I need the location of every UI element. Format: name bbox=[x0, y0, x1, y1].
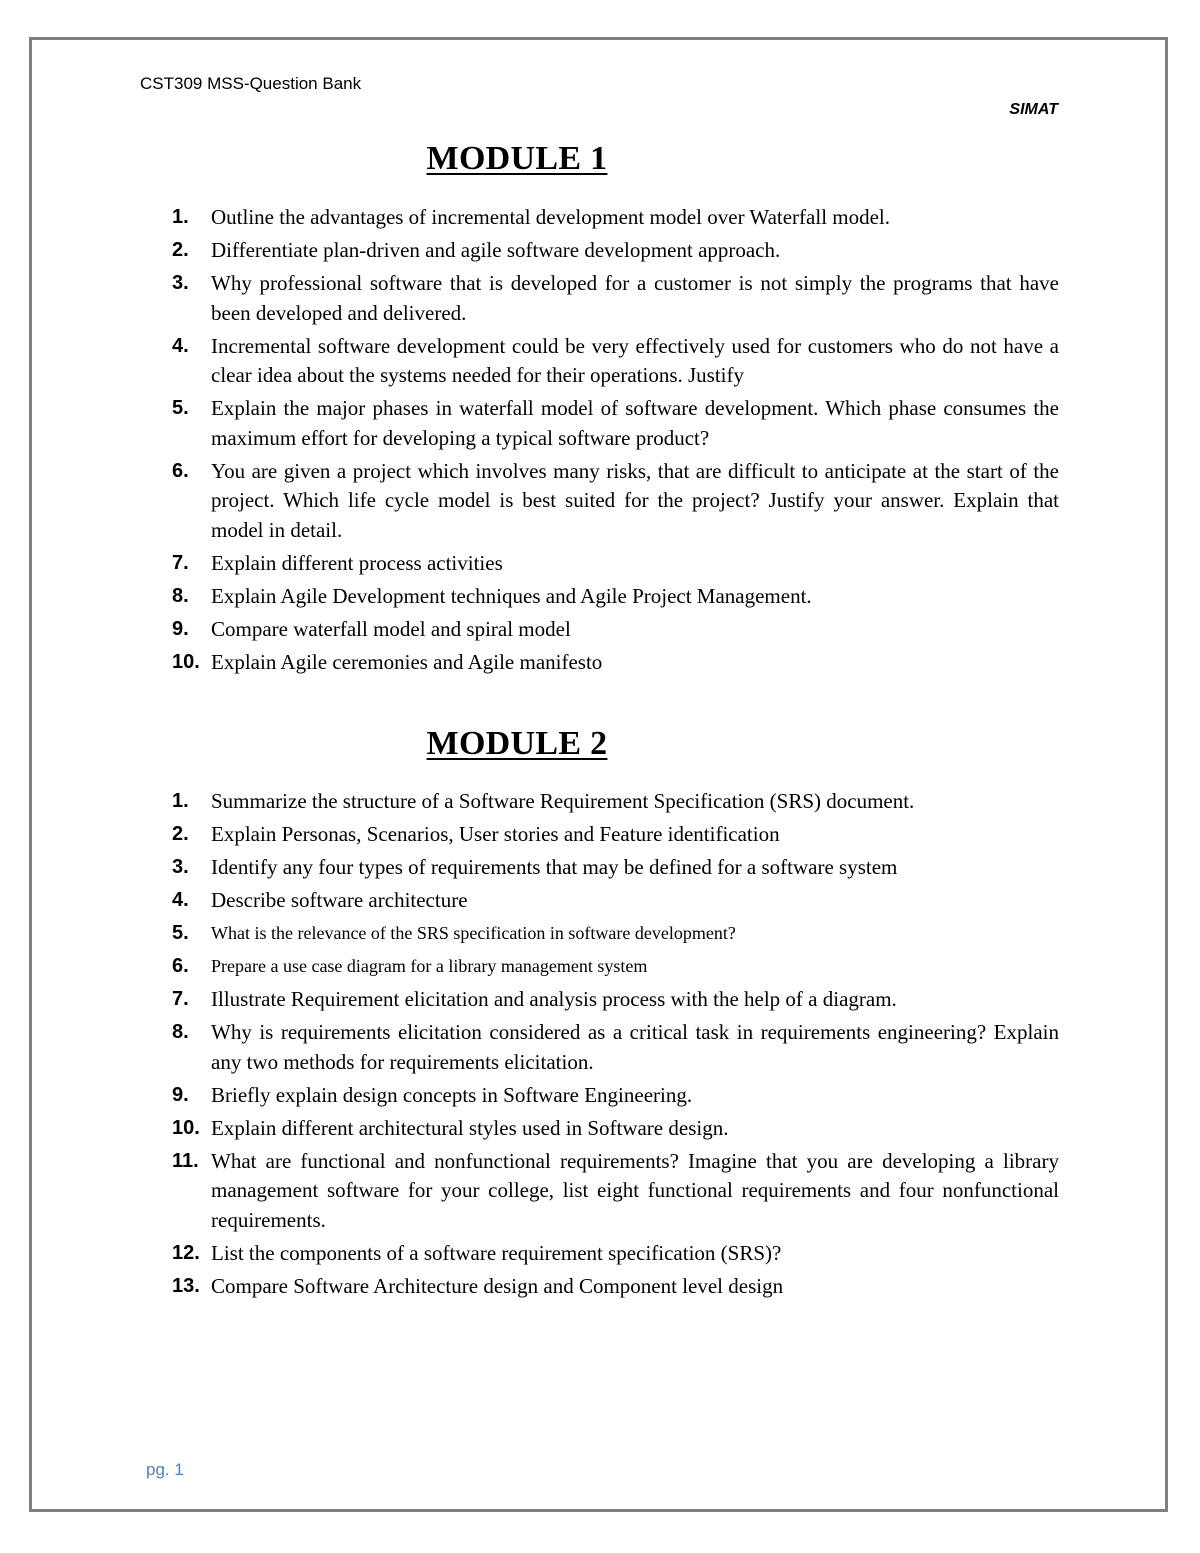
question-item bbox=[172, 853, 1059, 883]
question-number: 9. bbox=[172, 1083, 189, 1106]
question-number: 7. bbox=[172, 551, 189, 574]
question-text: Explain Agile ceremonies and Agile manifesto bbox=[211, 649, 603, 674]
question-text: Compare Software Architecture design and Component level design bbox=[211, 1273, 784, 1298]
question-text: What is the relevance of the SRS specification in software development? bbox=[211, 923, 736, 943]
module-2-question-list bbox=[172, 787, 1059, 1305]
question-text: Why professional software that is developed for a customer is not simply the programs that have been developed and delivered. bbox=[211, 271, 1059, 325]
question-item bbox=[172, 648, 1059, 678]
question-text: Explain Personas, Scenarios, User stories and Feature identification bbox=[211, 822, 780, 846]
question-text: Explain different architectural styles used in Software design. bbox=[211, 1115, 729, 1140]
question-text: Explain the major phases in waterfall model of software development. Which phase consumes the maximum effort for developing a typical software product? bbox=[211, 396, 1059, 450]
question-text: Differentiate plan-driven and agile software development approach. bbox=[211, 238, 781, 262]
question-number: 9. bbox=[172, 617, 189, 640]
question-item bbox=[172, 457, 1059, 546]
question-item bbox=[172, 820, 1059, 850]
question-text: Prepare a use case diagram for a library management system bbox=[211, 956, 648, 976]
question-text: Describe software architecture bbox=[211, 888, 468, 912]
question-text: Outline the advantages of incremental development model over Waterfall model. bbox=[211, 205, 891, 229]
question-text: Explain different process activities bbox=[211, 550, 503, 575]
question-number: 1. bbox=[172, 790, 189, 812]
page-number: pg. 1 bbox=[146, 1460, 184, 1479]
question-text: Illustrate Requirement elicitation and analysis process with the help of a diagram. bbox=[211, 987, 897, 1011]
question-item bbox=[172, 615, 1059, 645]
document-header-institution: SIMAT bbox=[1009, 101, 1058, 118]
question-item bbox=[172, 985, 1059, 1015]
question-number: 6. bbox=[172, 955, 189, 977]
question-item bbox=[172, 394, 1059, 453]
module-1-question-list bbox=[172, 203, 1059, 681]
question-text: Why is requirements elicitation considered as a critical task in requirements engineering? Explain any two methods for requirements elicitation. bbox=[211, 1020, 1059, 1074]
question-item bbox=[172, 1239, 1059, 1269]
question-item bbox=[172, 236, 1059, 266]
question-number: 5. bbox=[172, 397, 189, 419]
question-item bbox=[172, 787, 1059, 817]
question-text: Summarize the structure of a Software Requirement Specification (SRS) document. bbox=[211, 789, 915, 813]
question-item bbox=[172, 203, 1059, 233]
question-item bbox=[172, 1018, 1059, 1077]
module-1-title: MODULE 1 bbox=[426, 140, 608, 177]
question-number: 3. bbox=[172, 856, 189, 878]
module-2-title: MODULE 2 bbox=[426, 725, 608, 762]
question-text: Briefly explain design concepts in Software Engineering. bbox=[211, 1082, 693, 1107]
question-text: Identify any four types of requirements that may be defined for a software system bbox=[211, 855, 898, 879]
question-number: 13. bbox=[172, 1274, 200, 1297]
question-text: You are given a project which involves many risks, that are difficult to anticipate at the start of the project. Which life cycle model is best suited for the project? Justify your answer. Explain that model in detail. bbox=[211, 458, 1059, 542]
question-number: 2. bbox=[172, 823, 189, 845]
document-header-course: CST309 MSS-Question Bank bbox=[140, 74, 362, 93]
question-item bbox=[172, 332, 1059, 391]
question-item bbox=[172, 886, 1059, 916]
question-item bbox=[172, 582, 1059, 612]
question-item bbox=[172, 1147, 1059, 1236]
question-number: 10. bbox=[172, 650, 200, 673]
question-item bbox=[172, 1272, 1059, 1302]
question-item bbox=[172, 919, 1059, 949]
question-item bbox=[172, 952, 1059, 982]
question-number: 10. bbox=[172, 1116, 200, 1139]
question-number: 8. bbox=[172, 1021, 189, 1043]
question-item bbox=[172, 1114, 1059, 1144]
question-number: 7. bbox=[172, 988, 189, 1010]
question-text: Compare waterfall model and spiral model bbox=[211, 616, 571, 641]
question-text: Explain Agile Development techniques and Agile Project Management. bbox=[211, 583, 812, 608]
question-number: 3. bbox=[172, 272, 189, 294]
question-number: 4. bbox=[172, 889, 189, 911]
question-number: 6. bbox=[172, 459, 189, 482]
question-text: What are functional and nonfunctional requirements? Imagine that you are developing a library management software for your college, list eight functional requirements and four nonfunctional requirements. bbox=[211, 1148, 1059, 1232]
question-number: 5. bbox=[172, 922, 189, 944]
question-number: 11. bbox=[172, 1149, 199, 1172]
question-text: List the components of a software requirement specification (SRS)? bbox=[211, 1240, 782, 1265]
question-item bbox=[172, 1081, 1059, 1111]
question-item bbox=[172, 269, 1059, 328]
question-number: 12. bbox=[172, 1241, 200, 1264]
question-number: 8. bbox=[172, 584, 189, 607]
question-item bbox=[172, 549, 1059, 579]
question-number: 1. bbox=[172, 206, 189, 228]
question-number: 2. bbox=[172, 239, 189, 261]
question-number: 4. bbox=[172, 334, 189, 357]
question-text: Incremental software development could be very effectively used for customers who do not have a clear idea about the systems needed for their operations. Justify bbox=[211, 333, 1059, 387]
